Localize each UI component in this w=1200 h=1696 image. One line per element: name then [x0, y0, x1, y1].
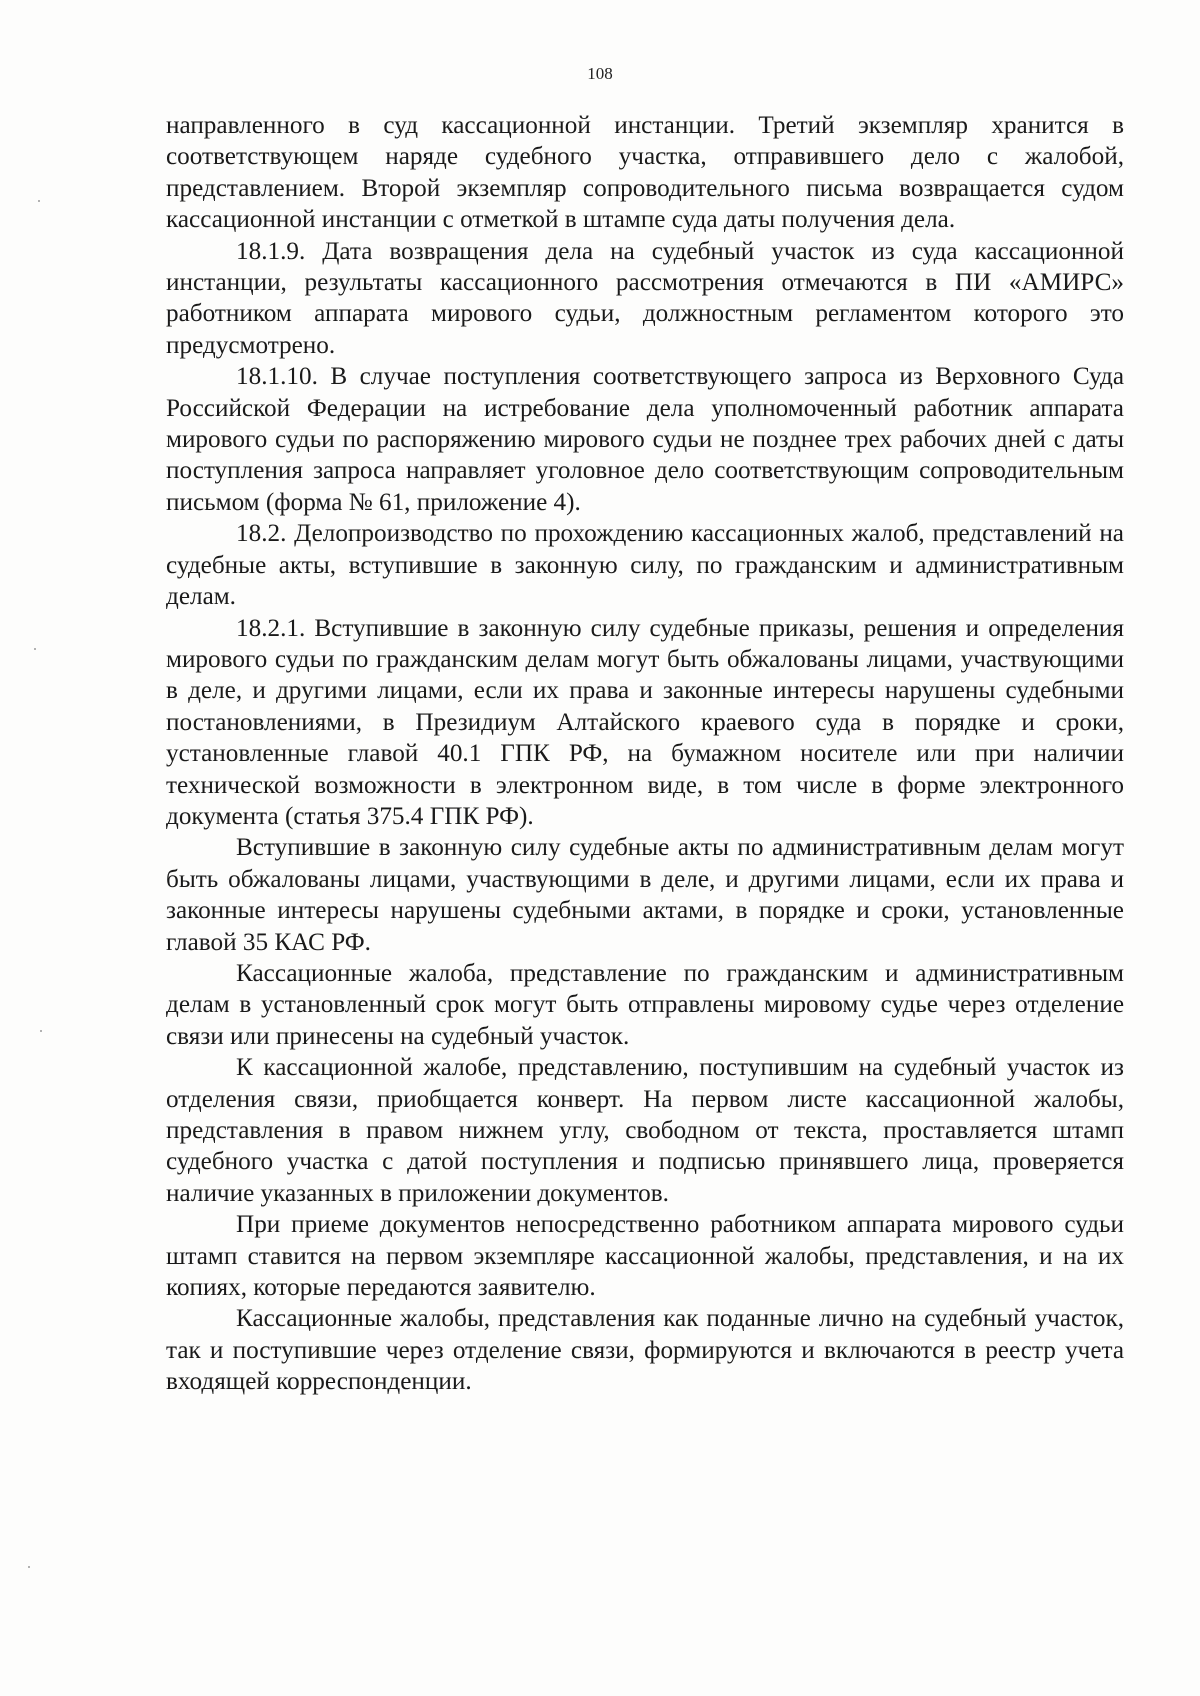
scan-speck [34, 648, 36, 650]
paragraph-18-2: 18.2. Делопроизводство по прохождению кассационных жалоб, представлений на судебные акты, вступившие в законную силу, по гражданским и административным делам. [166, 520, 1124, 611]
scan-speck [28, 1566, 30, 1568]
paragraph-postal-receipt: К кассационной жалобе, представлению, поступившим на судебный участок из отделения связи, приобщается конверт. На первом листе кассационной жалобы, представления в правом нижнем углу, свободном от текста, проставляется штамп судебного участка с датой поступления и подписью принявшего лица, проверяется наличие указанных в приложении документов. [166, 1054, 1124, 1207]
scan-speck [38, 200, 40, 202]
document-body [166, 110, 1124, 1398]
scan-speck [40, 1030, 42, 1032]
paragraph-submission: Кассационные жалоба, представление по гражданским и административным делам в установленный срок могут быть отправлены мировому судье через отделение связи или принесены на судебный участок. [166, 959, 1124, 1050]
paragraph-18-2-1: 18.2.1. Вступившие в законную силу судебные приказы, решения и определения мирового судьи по гражданским делам могут быть обжалованы лицами, участвующими в деле, и другими лицами, если их права и законные интересы нарушены судебными постановлениями, в Президиум Алтайского краевого суда в порядке и сроки, установленные главой 40.1 ГПК РФ, на бумажном носителе или при наличии технической возможности в электронном виде, в том числе в форме электронного документа (статья 375.4 ГПК РФ). [166, 614, 1124, 830]
paragraph-administrative-cases: Вступившие в законную силу судебные акты по административным делам могут быть обжалованы лицами, участвующими в деле, и другими лицами, если их права и законные интересы нарушены судебными актами, в порядке и сроки, установленные главой 35 КАС РФ. [166, 834, 1124, 956]
paragraph-registry: Кассационные жалобы, представления как поданные лично на судебный участок, так и поступившие через отделение связи, формируются и включаются в реестр учета входящей корреспонденции. [166, 1305, 1124, 1396]
paragraph-18-1-10: 18.1.10. В случае поступления соответствующего запроса из Верховного Суда Российской Федерации на истребование дела уполномоченный работник аппарата мирового судьи по распоряжению мирового судьи не позднее трех рабочих дней с даты поступления запроса направляет уголовное дело соответствующим сопроводительным письмом (форма № 61, приложение 4). [166, 363, 1124, 516]
paragraph-continuation: направленного в суд кассационной инстанции. Третий экземпляр хранится в соответствующем наряде судебного участка, отправившего дело с жалобой, представлением. Второй экземпляр сопроводительного письма возвращается судом кассационной инстанции с отметкой в штампе суда даты получения дела. [166, 112, 1124, 234]
page-number: 108 [587, 64, 613, 83]
paragraph-direct-receipt: При приеме документов непосредственно работником аппарата мирового судьи штамп ставится на первом экземпляре кассационной жалобы, представления, и на их копиях, которые передаются заявителю. [166, 1211, 1124, 1302]
paragraph-18-1-9: 18.1.9. Дата возвращения дела на судебный участок из суда кассационной инстанции, результаты кассационного рассмотрения отмечаются в ПИ «АМИРС» работником аппарата мирового судьи, должностным регламентом которого это предусмотрено. [166, 237, 1124, 359]
